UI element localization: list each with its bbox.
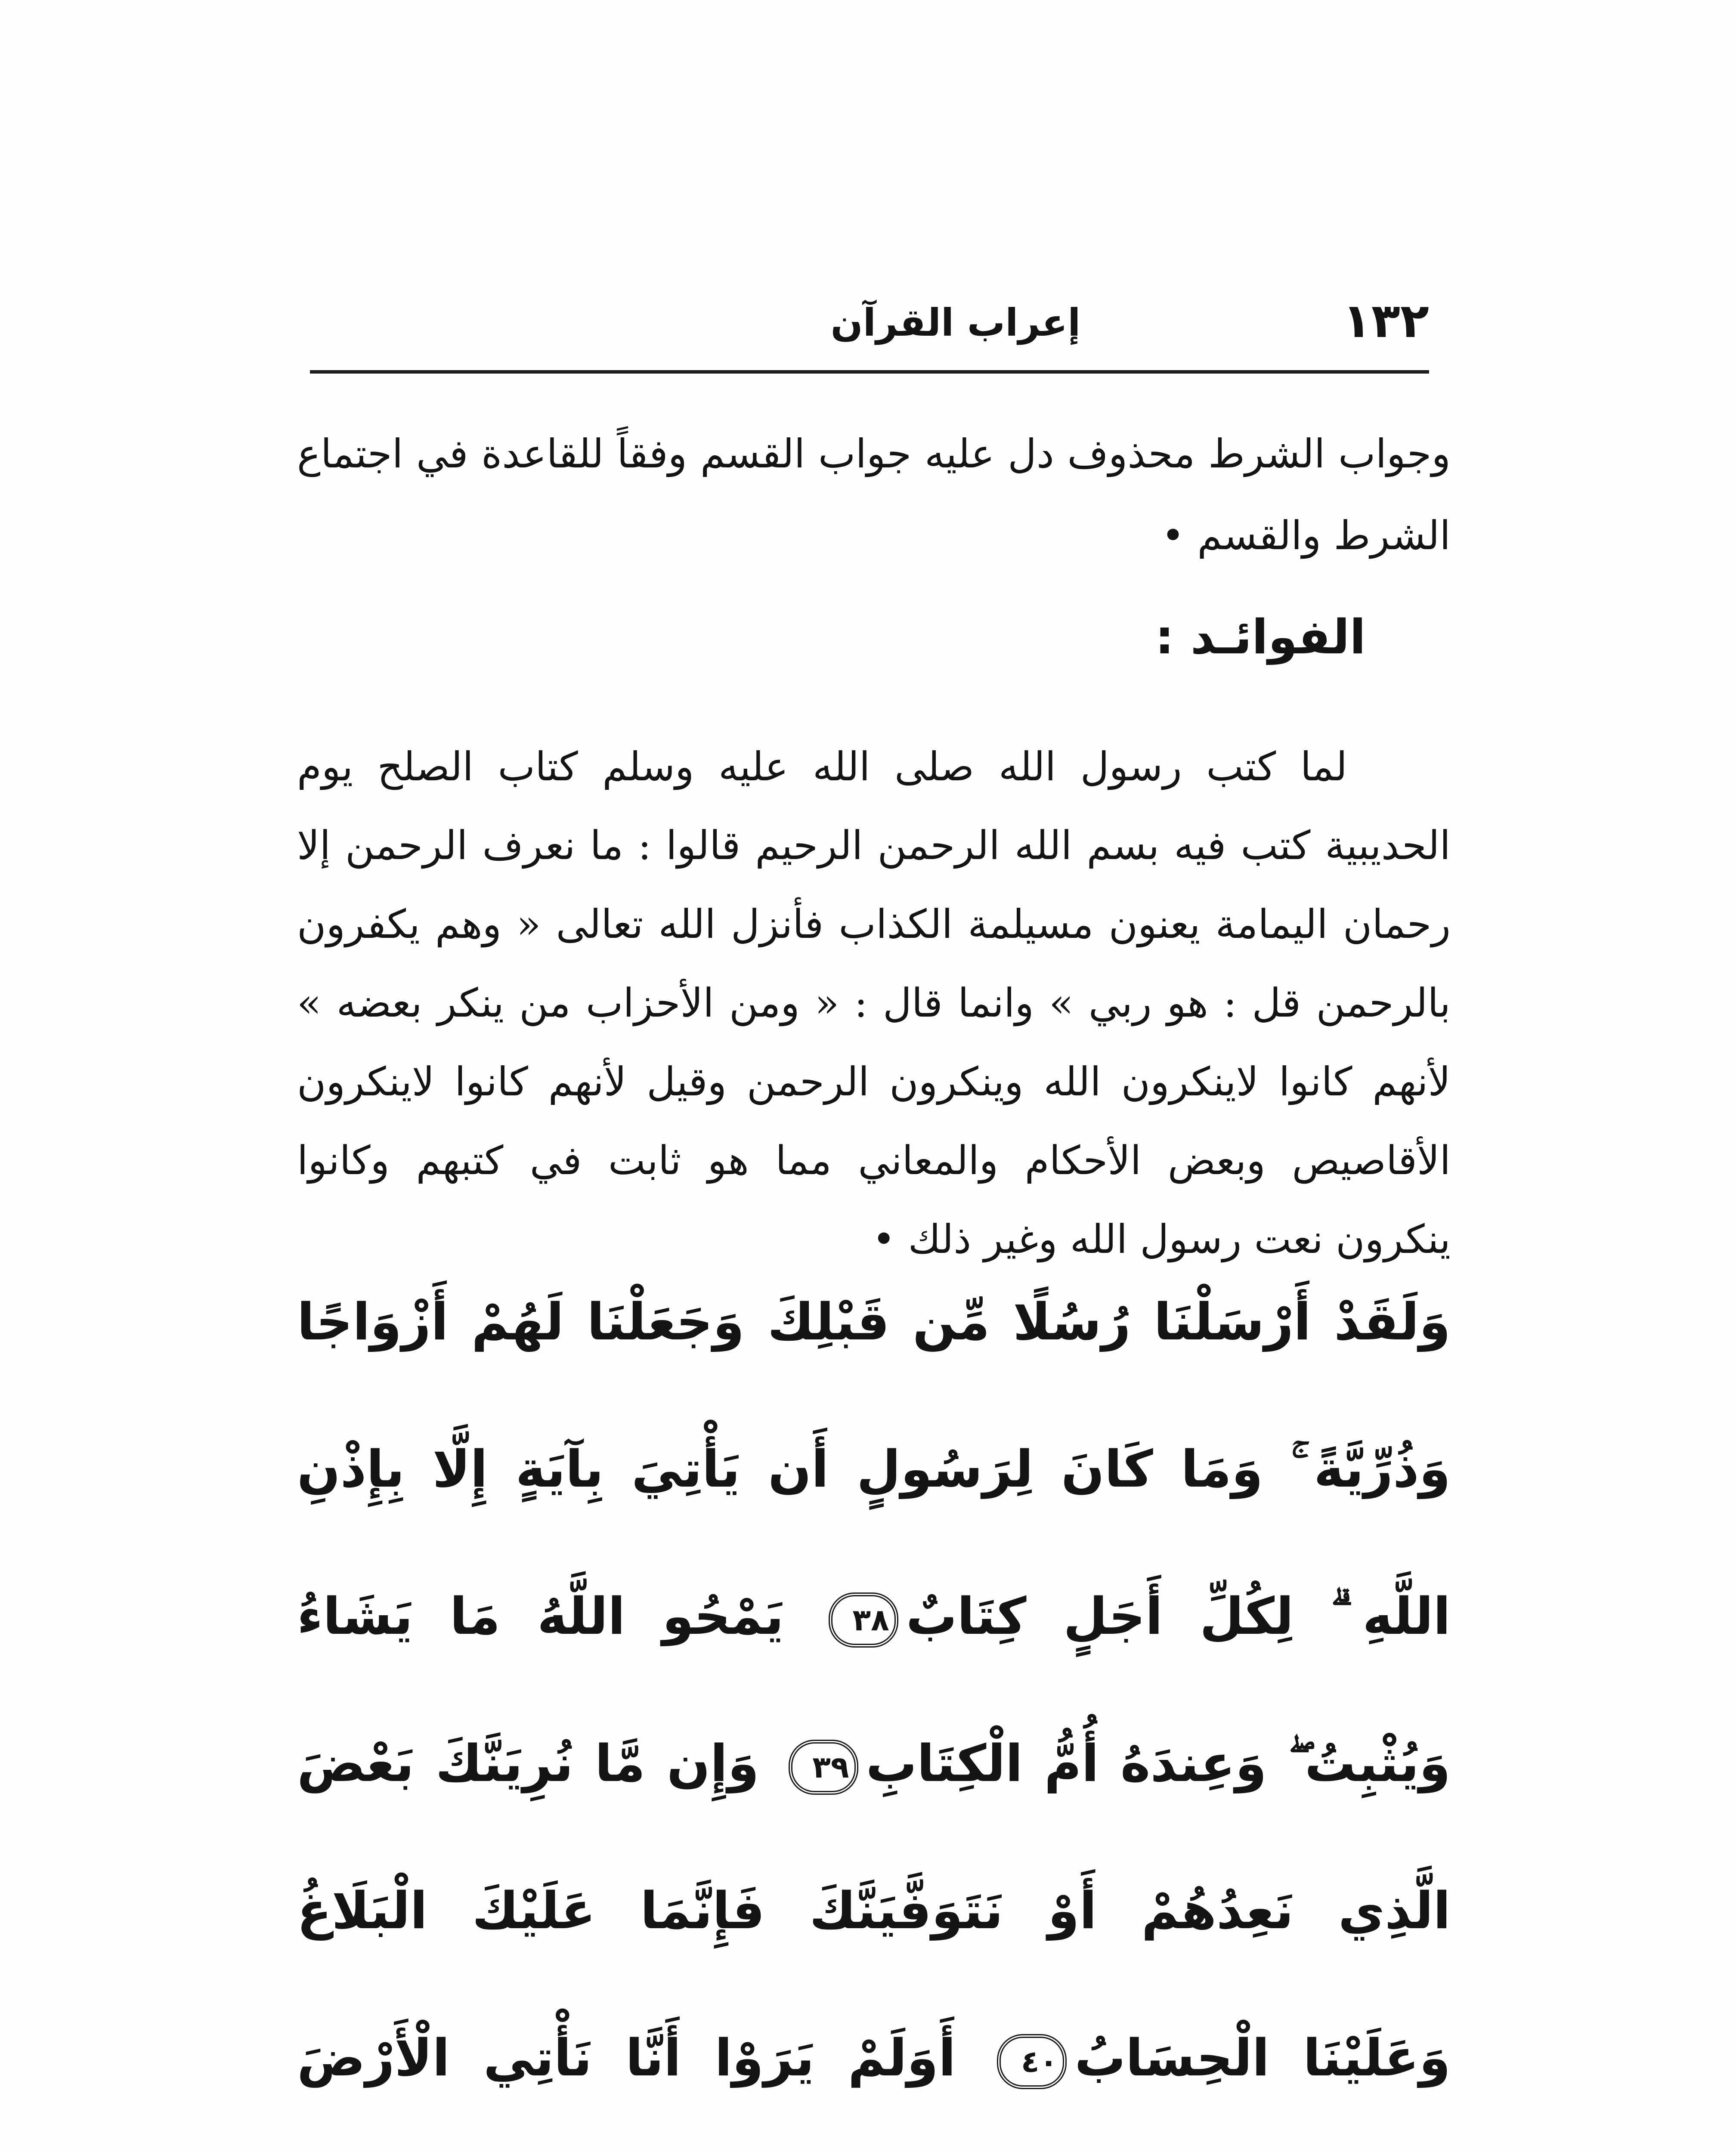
verse-text: أَوَلَمْ يَرَوْا أَنَّا نَأْتِي الْأَرْضَ	[297, 2028, 956, 2087]
page-number: ١٣٢	[1342, 293, 1429, 348]
verse-number-marker: ٤٠	[997, 2034, 1067, 2089]
verse-text: وَلَقَدْ أَرْسَلْنَا رُسُلًا مِّن قَبْلِكَ وَجَعَلْنَا لَهُمْ أَزْوَاجًا وَذُرِّيَّةً ۚ وَمَا كَانَ لِرَسُولٍ أَن يَأْتِيَ بِآيَةٍ إِلَّا بِإِذْنِ اللَّهِ ۗ لِكُلِّ أَجَلٍ كِتَابٌ	[297, 1292, 1451, 1646]
quran-verses-block	[297, 1248, 1451, 2152]
page-header	[310, 275, 1429, 362]
continuation-paragraph: وجواب الشرط محذوف دل عليه جواب القسم وفقاً للقاعدة في اجتماع الشرط والقسم •	[297, 431, 1451, 559]
benefits-paragraph: لما كتب رسول الله صلى الله عليه وسلم كتاب الصلح يوم الحديبية كتب فيه بسم الله الرحمن الرحيم قالوا : ما نعرف الرحمن إلا رحمان اليمامة يعنون مسيلمة الكذاب فأنزل الله تعالى « وهم يكفرون بالرحمن قل : هو ربي » وانما قال : « ومن الأحزاب من ينكر بعضه » لأنهم كانوا لاينكرون الله وينكرون الرحمن وقيل لأنهم كانوا لاينكرون الأقاصيص وبعض الأحكام والمعاني مما هو ثابت في كتبهم وكانوا ينكرون نعت رسول الله وغير ذلك •	[297, 744, 1451, 1262]
running-title: إعراب القرآن	[830, 300, 1081, 345]
benefits-section	[297, 727, 1451, 1279]
header-divider	[310, 370, 1429, 374]
section-heading: الفوائـد :	[1155, 609, 1366, 665]
verse-number-marker: ٣٨	[829, 1592, 898, 1648]
verse-text: وَإِن مَّا نُرِيَنَّكَ بَعْضَ الَّذِي نَعِدُهُمْ أَوْ نَتَوَفَّيَنَّكَ فَإِنَّمَا عَلَيْكَ الْبَلَاغُ وَعَلَيْنَا الْحِسَابُ	[297, 1734, 1451, 2087]
verse-text: يَمْحُو اللَّهُ مَا يَشَاءُ وَيُثْبِتُ ۖ وَعِندَهُ أُمُّ الْكِتَابِ	[297, 1586, 1451, 1793]
verse-number-marker: ٣٩	[789, 1740, 858, 1795]
